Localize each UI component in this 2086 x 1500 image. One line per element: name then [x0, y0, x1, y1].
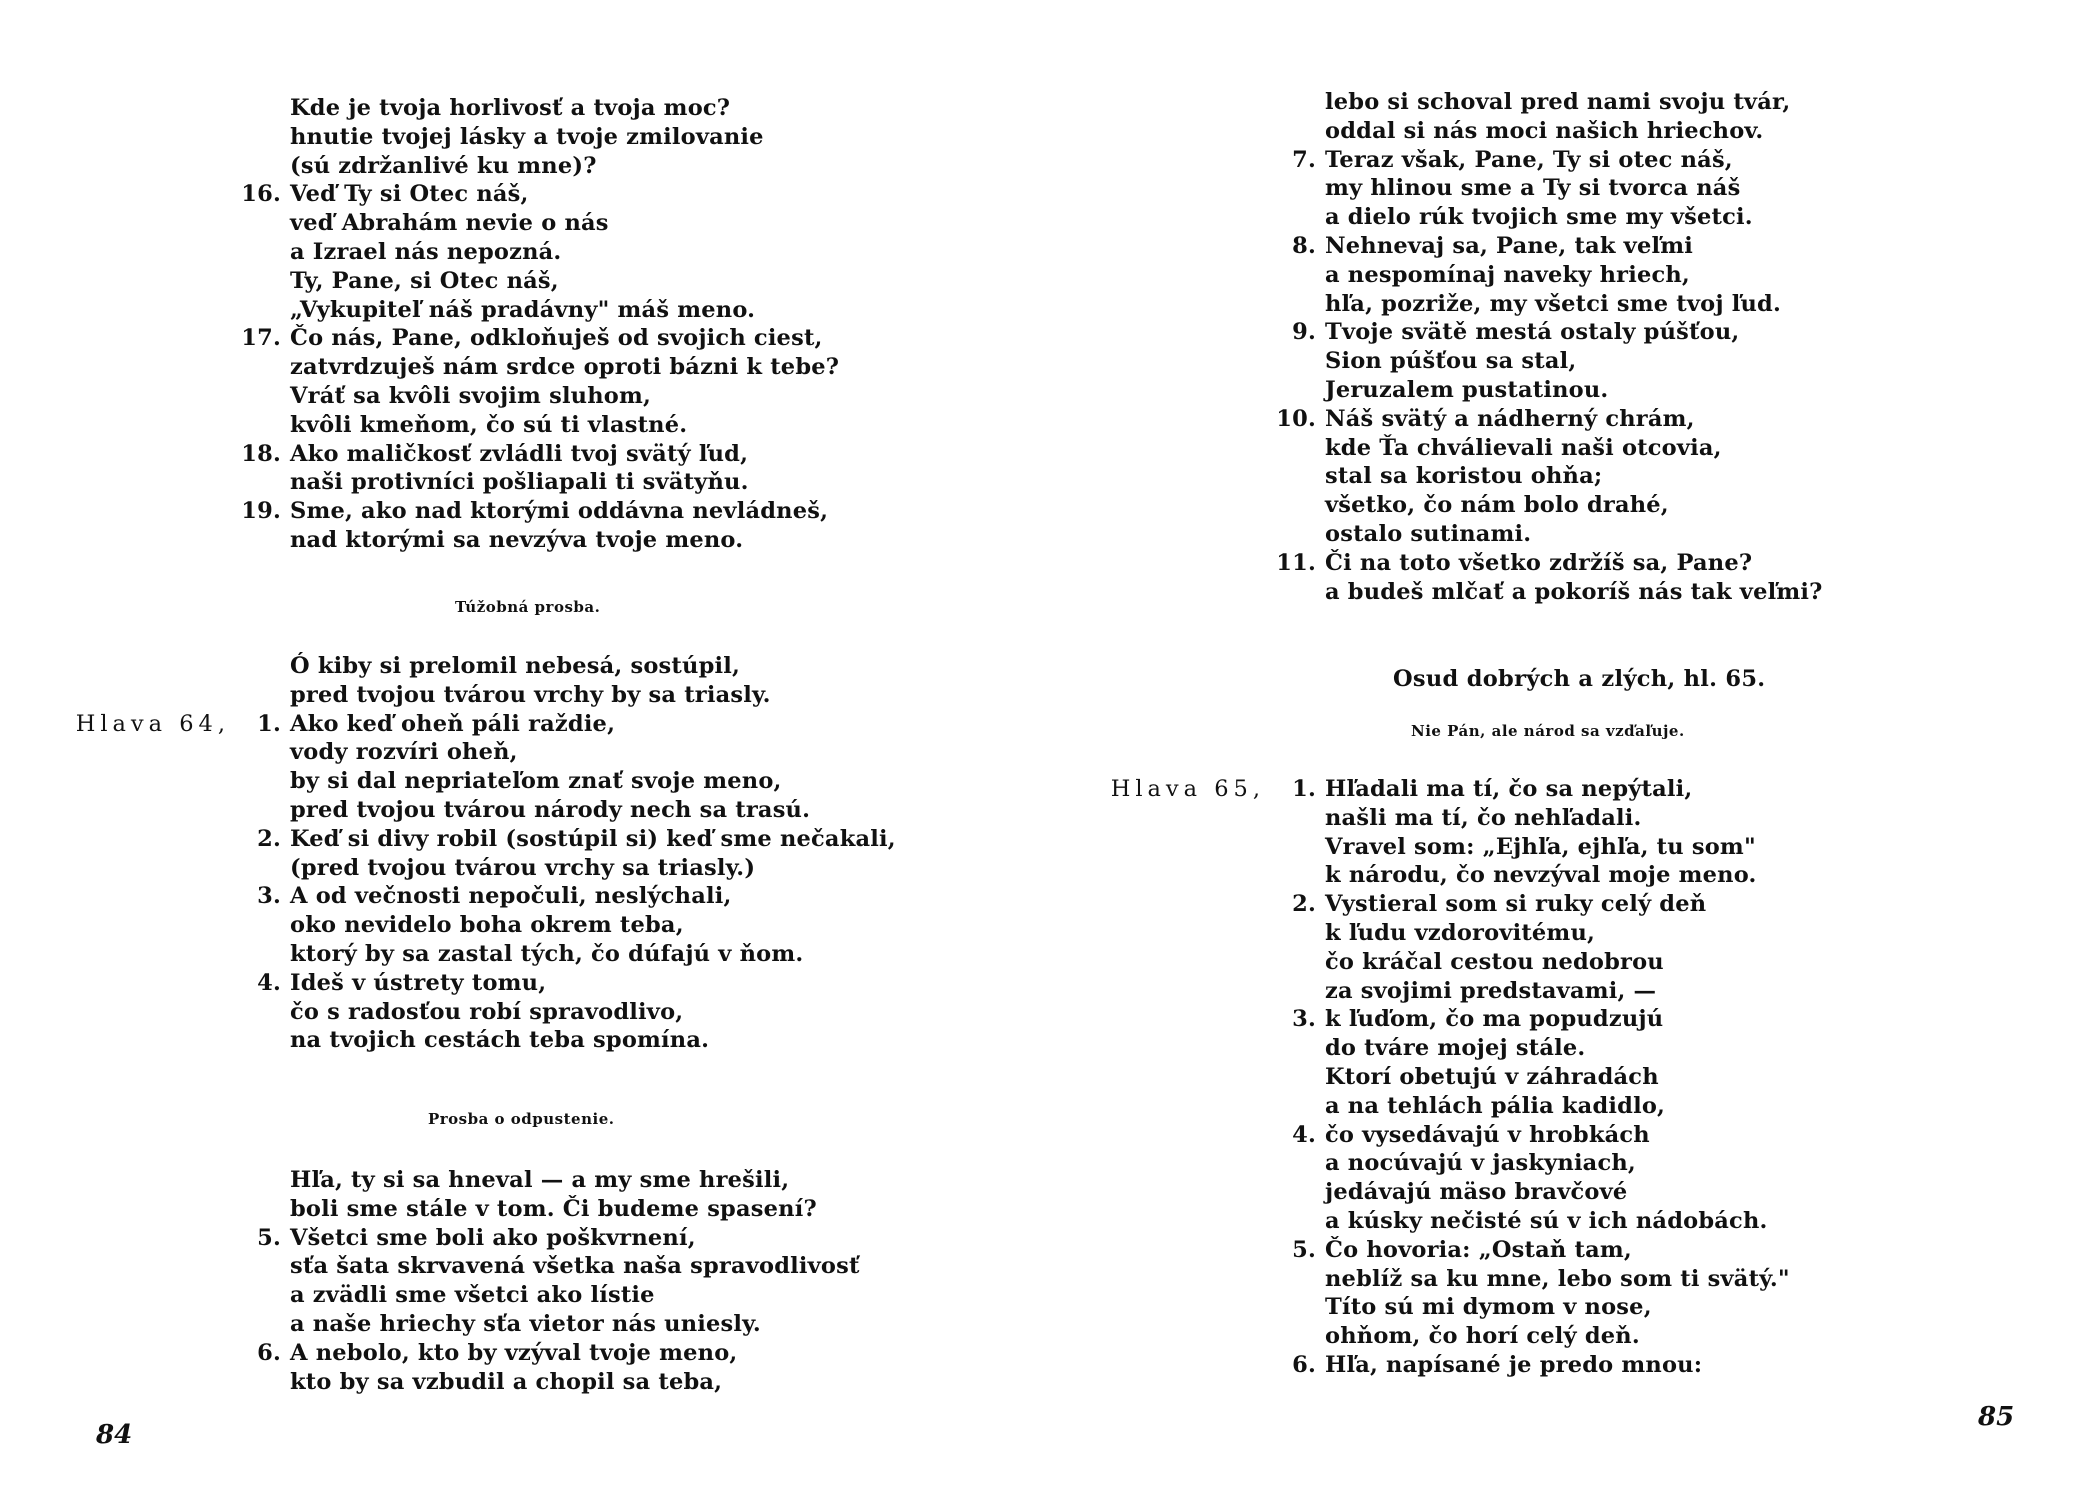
verse-text: Ty, Pane, si Otec náš,: [290, 267, 559, 294]
verse-line: [1325, 290, 1822, 319]
verse-number: 3.: [257, 883, 281, 910]
verse-text: boli sme stále v tom. Či budeme spasení?: [290, 1195, 817, 1222]
verse-line: [290, 911, 896, 940]
verse-text: a Izrael nás nepozná.: [290, 238, 562, 265]
verse-line: [1292, 146, 1822, 175]
verse-text: čo s radosťou robí spravodlivo,: [290, 998, 684, 1025]
verse-number: 1.: [257, 710, 281, 737]
verse-text: A od večnosti nepočuli, neslýchali,: [290, 883, 732, 910]
verse-text: by si dal nepriateľom znať svoje meno,: [290, 768, 782, 795]
verse-line: [290, 1195, 860, 1224]
verse-line: [290, 940, 896, 969]
verse-text: Tvoje svätě mestá ostaly púšťou,: [1325, 319, 1740, 346]
verse-line: [290, 411, 839, 440]
verse-text: Hľa, ty si sa hneval — a my sme hrešili,: [290, 1167, 790, 1193]
verse-line: [1292, 232, 1822, 261]
verse-number: 5.: [1292, 1236, 1316, 1263]
verse-line: [290, 738, 896, 767]
section-heading: Túžobná prosba.: [455, 598, 601, 616]
verse-text: sťa šata skrvavená všetka naša spravodlivosť: [290, 1253, 860, 1280]
verse-text: lebo si schoval pred nami svoju tvár,: [1325, 89, 1791, 115]
verse-line: [1325, 1293, 1790, 1322]
verse-line: [290, 1281, 860, 1310]
verse-number: 5.: [257, 1224, 281, 1251]
verse-line: [290, 796, 896, 825]
verse-line: [1292, 1236, 1790, 1265]
verse-block: [1110, 775, 1790, 1380]
verse-number: 18.: [241, 440, 281, 467]
verse-line: [290, 681, 896, 710]
verse-line: [75, 710, 896, 739]
page-number: 84: [96, 1420, 133, 1450]
verse-line: [1292, 318, 1822, 347]
verse-line: [1325, 434, 1822, 463]
verse-text: Vravel som: „Ejhľa, ejhľa, tu som": [1325, 833, 1756, 860]
verse-line: [257, 882, 896, 911]
verse-line: [290, 767, 896, 796]
verse-line: [1292, 1005, 1790, 1034]
verse-line: [1325, 1207, 1790, 1236]
verse-text: a naše hriechy sťa vietor nás uniesly.: [290, 1310, 761, 1337]
verse-line: [1325, 861, 1790, 890]
verse-text: Ako maličkosť zvládli tvoj svätý ľud,: [290, 440, 749, 467]
verse-number: 16.: [241, 181, 281, 208]
verse-line: [257, 1224, 860, 1253]
verse-text: Hľadali ma tí, čo sa nepýtali,: [1325, 776, 1693, 802]
page-number: 85: [1978, 1402, 2015, 1432]
verse-text: a zvädli sme všetci ako lístie: [290, 1282, 655, 1309]
verse-line: [1325, 203, 1822, 232]
verse-block: [257, 1166, 860, 1396]
verse-text: ktorý by sa zastal tých, čo dúfajú v ňom.: [290, 940, 804, 967]
verse-text: k ľuďom, čo ma popudzujú: [1325, 1006, 1664, 1033]
verse-number: 1.: [1292, 776, 1316, 802]
verse-number: 4.: [257, 969, 281, 996]
verse-text: ohňom, čo horí celý deň.: [1325, 1323, 1640, 1350]
verse-line: [290, 296, 839, 325]
verse-number: 9.: [1292, 319, 1316, 346]
verse-line: [1325, 174, 1822, 203]
verse-text: Veď Ty si Otec náš,: [290, 181, 529, 208]
verse-line: [290, 152, 839, 181]
verse-text: vody rozvíri oheň,: [290, 739, 518, 766]
verse-line: [290, 1310, 860, 1339]
verse-text: a dielo rúk tvojich sme my všetci.: [1325, 204, 1753, 231]
chapter-label: Hlava 64,: [75, 710, 230, 737]
verse-number: 17.: [241, 325, 281, 352]
verse-text: my hlinou sme a Ty si tvorca náš: [1325, 175, 1741, 202]
verse-text: nad ktorými sa nevzýva tvoje meno.: [290, 526, 744, 553]
verse-text: Hľa, napísané je predo mnou:: [1325, 1351, 1703, 1378]
verse-text: hľa, pozriže, my všetci sme tvoj ľud.: [1325, 290, 1782, 317]
verse-text: A nebolo, kto by vzýval tvoje meno,: [290, 1339, 738, 1366]
section-subtitle: Nie Pán, ale národ sa vzďaľuje.: [1411, 722, 1685, 740]
verse-text: k národu, čo nevzýval moje meno.: [1325, 862, 1757, 889]
verse-line: [1292, 890, 1790, 919]
verse-line: [290, 267, 839, 296]
verse-text: pred tvojou tvárou národy nech sa trasú.: [290, 796, 811, 823]
verse-text: veď Abrahám nevie o nás: [290, 210, 609, 237]
verse-line: [241, 440, 839, 469]
verse-line: [290, 1026, 896, 1055]
verse-text: a kúsky nečisté sú v ich nádobách.: [1325, 1207, 1768, 1234]
verse-line: [1276, 549, 1822, 578]
verse-text: Ktorí obetujú v záhradách: [1325, 1063, 1659, 1090]
verse-text: Teraz však, Pane, Ty si otec náš,: [1325, 146, 1733, 173]
verse-number: 4.: [1292, 1121, 1316, 1148]
section-heading: Prosba o odpustenie.: [428, 1110, 615, 1128]
verse-number: 6.: [257, 1339, 281, 1366]
verse-text: Títo sú mi dymom v nose,: [1325, 1294, 1652, 1321]
verse-line: [1325, 347, 1822, 376]
verse-line: [290, 652, 896, 681]
verse-text: Sme, ako nad ktorými oddávna nevládneš,: [290, 498, 829, 525]
verse-line: [1325, 977, 1790, 1006]
verse-text: Sion púšťou sa stal,: [1325, 348, 1577, 375]
verse-number: 6.: [1292, 1351, 1316, 1378]
verse-line: [1325, 919, 1790, 948]
verse-text: Čo hovoria: „Ostaň tam,: [1325, 1236, 1632, 1263]
verse-text: Kde je tvoja horlivosť a tvoja moc?: [290, 95, 731, 121]
verse-line: [1325, 948, 1790, 977]
verse-line: [290, 238, 839, 267]
verse-line: [241, 180, 839, 209]
verse-line: [1325, 491, 1822, 520]
verse-text: našli ma tí, čo nehľadali.: [1325, 804, 1642, 831]
verse-text: Či na toto všetko zdržíš sa, Pane?: [1325, 549, 1753, 576]
verse-text: (sú zdržanlivé ku mne)?: [290, 152, 597, 179]
verse-line: [1325, 261, 1822, 290]
verse-text: Ó kiby si prelomil nebesá, sostúpil,: [290, 653, 741, 679]
verse-block: [1276, 88, 1823, 606]
verse-line: [290, 123, 839, 152]
verse-text: Nehnevaj sa, Pane, tak veľmi: [1325, 232, 1693, 259]
verse-text: do tváre mojej stále.: [1325, 1035, 1586, 1062]
verse-block: [75, 652, 896, 1055]
verse-number: 2.: [257, 825, 281, 852]
verse-text: naši protivníci pošliapali ti svätyňu.: [290, 469, 749, 496]
verse-text: a na tehlách pália kadidlo,: [1325, 1092, 1666, 1119]
chapter-label: Hlava 65,: [1110, 776, 1265, 802]
verse-number: 10.: [1276, 405, 1316, 432]
verse-text: oddal si nás moci našich hriechov.: [1325, 117, 1764, 144]
verse-line: [290, 353, 839, 382]
verse-line: [1325, 1178, 1790, 1207]
verse-number: 19.: [241, 498, 281, 525]
verse-block: [241, 94, 840, 555]
verse-number: 7.: [1292, 146, 1316, 173]
verse-text: oko nevidelo boha okrem teba,: [290, 912, 684, 939]
verse-text: Ideš v ústrety tomu,: [290, 969, 547, 996]
verse-line: [257, 1339, 860, 1368]
verse-text: kde Ťa chválievali naši otcovia,: [1325, 434, 1722, 461]
verse-text: „Vykupiteľ náš pradávny" máš meno.: [290, 296, 756, 323]
verse-text: zatvrdzuješ nám srdce oproti bázni k tebe?: [290, 354, 840, 381]
verse-text: za svojimi predstavami, —: [1325, 977, 1657, 1004]
verse-number: 8.: [1292, 232, 1316, 259]
verse-text: Vystieral som si ruky celý deň: [1325, 891, 1707, 918]
verse-line: [290, 94, 839, 123]
verse-text: hnutie tvojej lásky a tvoje zmilovanie: [290, 123, 764, 150]
verse-text: všetko, čo nám bolo drahé,: [1325, 492, 1669, 519]
verse-line: [1276, 405, 1822, 434]
verse-line: [290, 382, 839, 411]
verse-line: [257, 825, 896, 854]
right-page: [1043, 0, 2086, 1500]
verse-text: čo vysedávajú v hrobkách: [1325, 1121, 1650, 1148]
verse-text: kvôli kmeňom, čo sú ti vlastné.: [290, 411, 688, 438]
verse-text: Jeruzalem pustatinou.: [1325, 376, 1609, 403]
verse-line: [1325, 578, 1822, 607]
verse-number: 3.: [1292, 1006, 1316, 1033]
verse-line: [290, 526, 839, 555]
verse-line: [1292, 1121, 1790, 1150]
verse-line: [290, 1166, 860, 1195]
verse-line: [290, 854, 896, 883]
verse-text: stal sa koristou ohňa;: [1325, 463, 1603, 490]
verse-text: Čo nás, Pane, odkloňuješ od svojich ciest,: [290, 325, 823, 352]
verse-line: [1325, 804, 1790, 833]
verse-number: 11.: [1276, 549, 1316, 576]
verse-text: čo kráčal cestou nedobrou: [1325, 948, 1664, 975]
section-title: Osud dobrých a zlých, hl. 65.: [1393, 666, 1766, 692]
verse-text: Ako keď oheň páli raždie,: [290, 710, 616, 737]
verse-line: [1325, 376, 1822, 405]
verse-line: [241, 324, 839, 353]
verse-number: 2.: [1292, 891, 1316, 918]
verse-line: [1325, 520, 1822, 549]
verse-line: [1325, 833, 1790, 862]
verse-text: Vráť sa kvôli svojim sluhom,: [290, 382, 652, 409]
verse-text: a budeš mlčať a pokoríš nás tak veľmi?: [1325, 578, 1823, 605]
verse-text: Všetci sme boli ako poškvrnení,: [290, 1224, 696, 1251]
verse-line: [1325, 1322, 1790, 1351]
verse-line: [1325, 462, 1822, 491]
verse-text: a nespomínaj naveky hriech,: [1325, 261, 1690, 288]
verse-line: [290, 1368, 860, 1397]
verse-line: [290, 1252, 860, 1281]
verse-text: neblíž sa ku mne, lebo som ti svätý.": [1325, 1265, 1790, 1292]
verse-line: [1325, 88, 1822, 117]
verse-text: pred tvojou tvárou vrchy by sa triasly.: [290, 681, 771, 708]
verse-line: [1325, 1092, 1790, 1121]
verse-line: [290, 998, 896, 1027]
verse-text: na tvojich cestách teba spomína.: [290, 1027, 710, 1054]
verse-line: [1325, 1265, 1790, 1294]
verse-line: [1325, 117, 1822, 146]
verse-text: kto by sa vzbudil a chopil sa teba,: [290, 1368, 723, 1395]
verse-line: [1325, 1063, 1790, 1092]
verse-text: Keď si divy robil (sostúpil si) keď sme nečakali,: [290, 825, 896, 852]
verse-line: [1325, 1149, 1790, 1178]
verse-line: [1110, 775, 1790, 804]
verse-line: [1292, 1351, 1790, 1380]
verse-text: k ľudu vzdorovitému,: [1325, 919, 1596, 946]
verse-line: [257, 969, 896, 998]
verse-line: [1325, 1034, 1790, 1063]
verse-line: [290, 209, 839, 238]
verse-line: [241, 497, 839, 526]
verse-line: [290, 468, 839, 497]
verse-text: Náš svätý a nádherný chrám,: [1325, 405, 1695, 432]
verse-text: jedávajú mäso bravčové: [1325, 1179, 1628, 1206]
verse-text: a nocúvajú v jaskyniach,: [1325, 1150, 1636, 1177]
verse-text: (pred tvojou tvárou vrchy sa triasly.): [290, 854, 756, 881]
verse-text: ostalo sutinami.: [1325, 520, 1532, 547]
